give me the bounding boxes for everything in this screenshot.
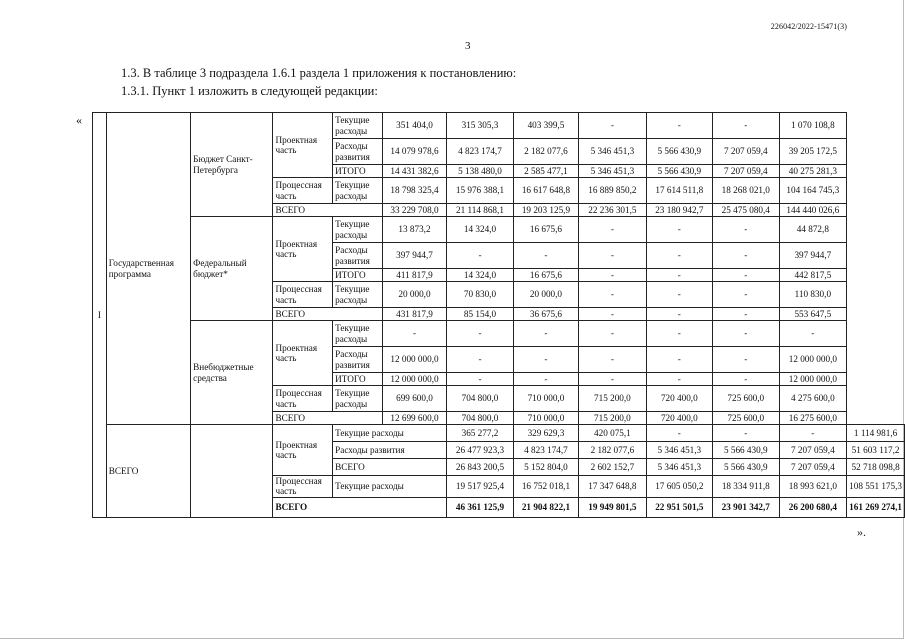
value-cell: 16 617 648,8 xyxy=(513,178,578,204)
table-row xyxy=(93,425,905,442)
total-cell: 40 275 281,3 xyxy=(779,165,847,178)
value-cell: 329 629,3 xyxy=(513,425,578,442)
value-cell: - xyxy=(713,269,779,282)
table-row xyxy=(93,217,905,243)
value-cell: 18 268 021,0 xyxy=(713,178,779,204)
value-cell: - xyxy=(579,243,646,269)
value-cell: - xyxy=(447,321,513,347)
value-cell: 20 000,0 xyxy=(513,282,578,308)
part-label: Процессная часть xyxy=(273,476,333,498)
value-cell: - xyxy=(646,308,712,321)
part-label: Процессная часть xyxy=(273,178,333,204)
value-cell: 5 346 451,3 xyxy=(579,165,646,178)
table-row xyxy=(93,459,905,476)
value-cell: 14 079 978,6 xyxy=(382,139,447,165)
value-cell: 4 823 174,7 xyxy=(513,442,578,459)
table-row xyxy=(93,113,905,139)
value-cell: 5 566 430,9 xyxy=(646,165,712,178)
value-cell: 2 585 477,1 xyxy=(513,165,578,178)
value-cell: 7 207 059,4 xyxy=(713,139,779,165)
value-cell: 5 346 451,3 xyxy=(579,139,646,165)
value-cell: 18 334 911,8 xyxy=(713,476,779,498)
expense-type-label: Расходы развития xyxy=(333,139,383,165)
value-cell: 710 000,0 xyxy=(513,386,578,412)
total-cell: 442 817,5 xyxy=(779,269,847,282)
expense-type-label: Текущие расходы xyxy=(333,178,383,204)
value-cell: - xyxy=(447,347,513,373)
budget-table xyxy=(92,112,905,518)
quote-open: « xyxy=(76,113,82,127)
value-cell: 7 207 059,4 xyxy=(779,459,847,476)
value-cell: 26 477 923,3 xyxy=(447,442,513,459)
expense-type-label: Текущие расходы xyxy=(333,321,383,347)
quote-close: ». xyxy=(857,525,866,539)
value-cell: 704 800,0 xyxy=(447,412,513,425)
value-cell: 12 000 000,0 xyxy=(382,373,447,386)
value-cell: 22 951 501,5 xyxy=(646,497,712,517)
value-cell: - xyxy=(513,373,578,386)
total-cell: 1 114 981,6 xyxy=(847,425,905,442)
total-cell: 12 000 000,0 xyxy=(779,373,847,386)
value-cell: 5 152 804,0 xyxy=(513,459,578,476)
value-cell: - xyxy=(646,113,712,139)
value-cell: 16 675,6 xyxy=(513,217,578,243)
value-cell: - xyxy=(646,425,712,442)
value-cell: 710 000,0 xyxy=(513,412,578,425)
value-cell: 397 944,7 xyxy=(382,243,447,269)
value-cell: - xyxy=(646,243,712,269)
value-cell: 19 949 801,5 xyxy=(579,497,646,517)
amendment-paragraph-1: 1.3. В таблице 3 подраздела 1.6.1 раздела 1 приложения к постановлению: xyxy=(121,66,517,80)
value-cell: 13 873,2 xyxy=(382,217,447,243)
value-cell: - xyxy=(713,321,779,347)
subtotal-label: ВСЕГО xyxy=(273,204,382,217)
total-cell: 4 275 600,0 xyxy=(779,386,847,412)
expense-type-label: Расходы развития xyxy=(333,243,383,269)
value-cell: 14 324,0 xyxy=(447,269,513,282)
source-label-extrabudget: Внебюджетные средства xyxy=(191,321,273,425)
total-cell: 161 269 274,1 xyxy=(847,497,905,517)
value-cell: 420 075,1 xyxy=(579,425,646,442)
value-cell: 19 517 925,4 xyxy=(447,476,513,498)
subtotal-label: ВСЕГО xyxy=(273,308,382,321)
value-cell: 5 346 451,3 xyxy=(646,459,712,476)
value-cell: 14 431 382,6 xyxy=(382,165,447,178)
part-label: Процессная часть xyxy=(273,282,333,308)
value-cell: 7 207 059,4 xyxy=(713,165,779,178)
value-cell: 725 600,0 xyxy=(713,386,779,412)
grand-total-row-label: ВСЕГО xyxy=(273,497,447,517)
value-cell: 5 566 430,9 xyxy=(713,442,779,459)
value-cell: 720 400,0 xyxy=(646,386,712,412)
value-cell: 699 600,0 xyxy=(382,386,447,412)
value-cell: - xyxy=(713,308,779,321)
expense-type-label: Текущие расходы xyxy=(333,425,447,442)
value-cell: 725 600,0 xyxy=(713,412,779,425)
value-cell: 365 277,2 xyxy=(447,425,513,442)
value-cell: 720 400,0 xyxy=(646,412,712,425)
value-cell: - xyxy=(646,373,712,386)
value-cell: 403 399,5 xyxy=(513,113,578,139)
value-cell: - xyxy=(713,217,779,243)
value-cell: 4 823 174,7 xyxy=(447,139,513,165)
total-cell: 51 603 117,2 xyxy=(847,442,905,459)
expense-type-label: Расходы развития xyxy=(333,442,447,459)
value-cell: 17 614 511,8 xyxy=(646,178,712,204)
total-cell: 397 944,7 xyxy=(779,243,847,269)
value-cell: 315 305,3 xyxy=(447,113,513,139)
value-cell: 5 566 430,9 xyxy=(646,139,712,165)
expense-type-label: Текущие расходы xyxy=(333,113,383,139)
budget-table-body xyxy=(93,113,905,518)
value-cell: - xyxy=(713,113,779,139)
total-cell: 1 070 108,8 xyxy=(779,113,847,139)
total-cell: 104 164 745,3 xyxy=(779,178,847,204)
value-cell: 17 605 050,2 xyxy=(646,476,712,498)
value-cell: 715 200,0 xyxy=(579,412,646,425)
value-cell: - xyxy=(713,347,779,373)
value-cell: 411 817,9 xyxy=(382,269,447,282)
value-cell: - xyxy=(579,321,646,347)
value-cell: - xyxy=(646,217,712,243)
expense-type-label: ИТОГО xyxy=(333,165,383,178)
value-cell: - xyxy=(646,347,712,373)
value-cell: 18 798 325,4 xyxy=(382,178,447,204)
expense-type-label: Текущие расходы xyxy=(333,217,383,243)
total-cell: 144 440 026,6 xyxy=(779,204,847,217)
expense-type-label: ИТОГО xyxy=(333,373,383,386)
value-cell: 23 180 942,7 xyxy=(646,204,712,217)
value-cell: - xyxy=(779,425,847,442)
value-cell: 17 347 648,8 xyxy=(579,476,646,498)
value-cell: 2 602 152,7 xyxy=(579,459,646,476)
value-cell: 18 993 621,0 xyxy=(779,476,847,498)
value-cell: - xyxy=(513,321,578,347)
value-cell: 26 843 200,5 xyxy=(447,459,513,476)
value-cell: 704 800,0 xyxy=(447,386,513,412)
value-cell: - xyxy=(447,243,513,269)
value-cell: - xyxy=(646,321,712,347)
value-cell: - xyxy=(579,113,646,139)
value-cell: 16 889 850,2 xyxy=(579,178,646,204)
value-cell: 36 675,6 xyxy=(513,308,578,321)
value-cell: - xyxy=(579,269,646,282)
spacer-cell xyxy=(191,425,273,459)
subtotal-label: ВСЕГО xyxy=(273,412,382,425)
value-cell: - xyxy=(513,243,578,269)
value-cell: - xyxy=(646,269,712,282)
value-cell: 16 675,6 xyxy=(513,269,578,282)
value-cell: 20 000,0 xyxy=(382,282,447,308)
value-cell: 15 976 388,1 xyxy=(447,178,513,204)
expense-type-label: ВСЕГО xyxy=(333,459,447,476)
part-label: Проектная часть xyxy=(273,113,333,178)
total-cell: 44 872,8 xyxy=(779,217,847,243)
value-cell: 16 752 018,1 xyxy=(513,476,578,498)
total-cell: 39 205 172,5 xyxy=(779,139,847,165)
total-cell: 110 830,0 xyxy=(779,282,847,308)
expense-type-label: Текущие расходы xyxy=(333,386,383,412)
page-number: 3 xyxy=(465,40,471,52)
value-cell: 14 324,0 xyxy=(447,217,513,243)
value-cell: 431 817,9 xyxy=(382,308,447,321)
value-cell: 5 346 451,3 xyxy=(646,442,712,459)
grand-total-label: ВСЕГО xyxy=(106,425,190,518)
total-cell: 16 275 600,0 xyxy=(779,412,847,425)
row-index: I xyxy=(93,113,107,518)
value-cell: - xyxy=(513,347,578,373)
value-cell: - xyxy=(382,321,447,347)
value-cell: 2 182 077,6 xyxy=(513,139,578,165)
value-cell: 5 138 480,0 xyxy=(447,165,513,178)
value-cell: 5 566 430,9 xyxy=(713,459,779,476)
value-cell: 2 182 077,6 xyxy=(579,442,646,459)
value-cell: 12 000 000,0 xyxy=(382,347,447,373)
value-cell: 715 200,0 xyxy=(579,386,646,412)
value-cell: 351 404,0 xyxy=(382,113,447,139)
total-cell: - xyxy=(779,321,847,347)
value-cell: - xyxy=(579,217,646,243)
spacer-cell xyxy=(191,459,273,518)
part-label: Проектная часть xyxy=(273,217,333,282)
part-label: Процессная часть xyxy=(273,386,333,412)
value-cell: 70 830,0 xyxy=(447,282,513,308)
value-cell: 85 154,0 xyxy=(447,308,513,321)
value-cell: - xyxy=(579,373,646,386)
value-cell: - xyxy=(713,282,779,308)
expense-type-label: Расходы развития xyxy=(333,347,383,373)
document-number: 226042/2022-15471(3) xyxy=(770,22,847,31)
value-cell: 25 475 080,4 xyxy=(713,204,779,217)
total-cell: 108 551 175,3 xyxy=(847,476,905,498)
value-cell: 46 361 125,9 xyxy=(447,497,513,517)
table-row xyxy=(93,321,905,347)
value-cell: 12 699 600,0 xyxy=(382,412,447,425)
total-cell: 553 647,5 xyxy=(779,308,847,321)
source-label-federal: Федеральный бюджет* xyxy=(191,217,273,321)
expense-type-label: Текущие расходы xyxy=(333,476,447,498)
source-label-spb: Бюджет Санкт-Петербурга xyxy=(191,113,273,217)
value-cell: - xyxy=(713,425,779,442)
total-cell: 12 000 000,0 xyxy=(779,347,847,373)
value-cell: - xyxy=(713,243,779,269)
amendment-paragraph-2: 1.3.1. Пункт 1 изложить в следующей редакции: xyxy=(121,84,378,98)
value-cell: 33 229 708,0 xyxy=(382,204,447,217)
value-cell: - xyxy=(579,347,646,373)
value-cell: 26 200 680,4 xyxy=(779,497,847,517)
value-cell: 22 236 301,5 xyxy=(579,204,646,217)
total-cell: 52 718 098,8 xyxy=(847,459,905,476)
part-label: Проектная часть xyxy=(273,425,333,476)
program-label: Государственная программа xyxy=(106,113,190,425)
value-cell: - xyxy=(579,282,646,308)
value-cell: 7 207 059,4 xyxy=(779,442,847,459)
expense-type-label: Текущие расходы xyxy=(333,282,383,308)
value-cell: 21 904 822,1 xyxy=(513,497,578,517)
value-cell: - xyxy=(646,282,712,308)
value-cell: - xyxy=(713,373,779,386)
expense-type-label: ИТОГО xyxy=(333,269,383,282)
value-cell: - xyxy=(447,373,513,386)
value-cell: - xyxy=(579,308,646,321)
part-label: Проектная часть xyxy=(273,321,333,386)
value-cell: 23 901 342,7 xyxy=(713,497,779,517)
value-cell: 21 114 868,1 xyxy=(447,204,513,217)
value-cell: 19 203 125,9 xyxy=(513,204,578,217)
